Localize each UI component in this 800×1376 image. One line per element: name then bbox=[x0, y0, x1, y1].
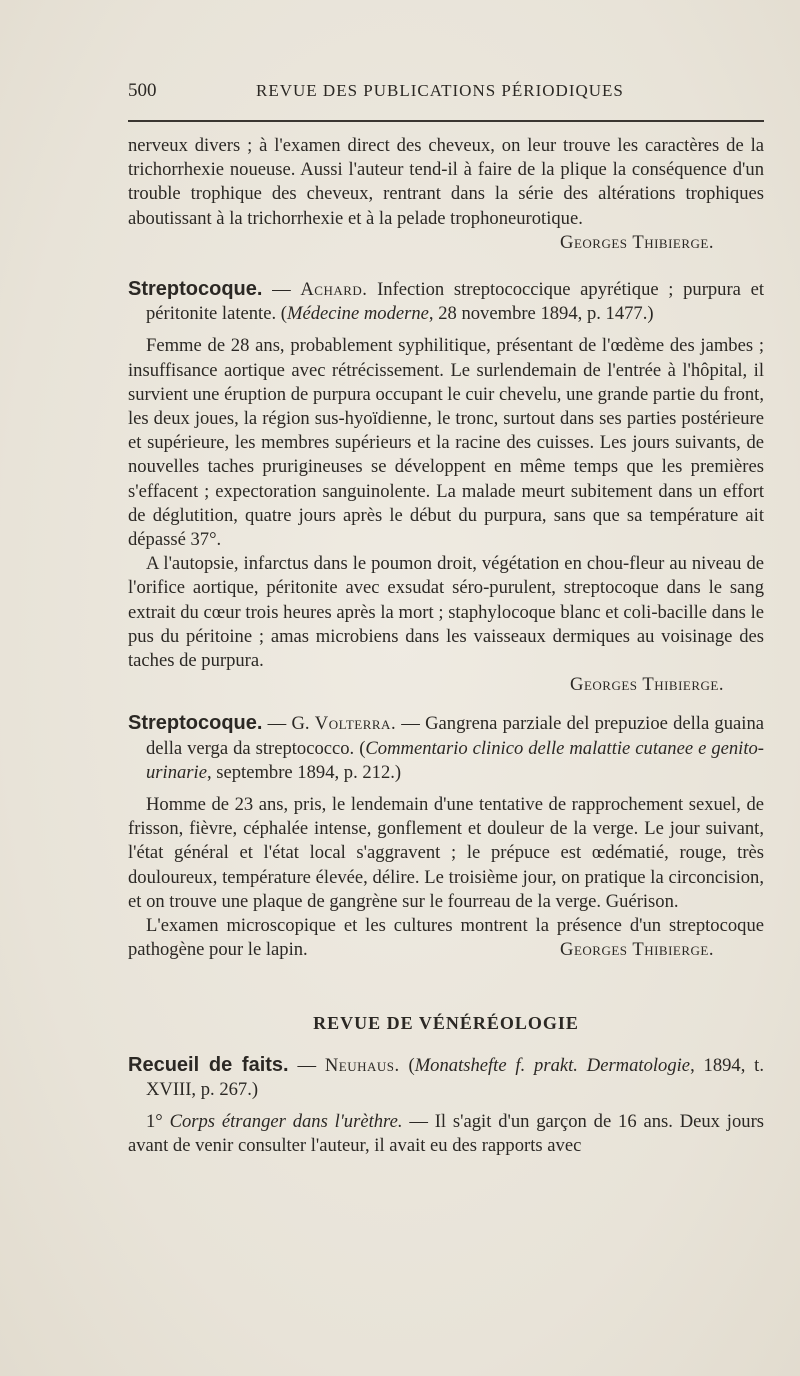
entry-reference: , septembre 1894, p. 212.) bbox=[206, 761, 402, 783]
entry-paragraph: Homme de 23 ans, pris, le lendemain d'une tentative de rapprochement sexuel, de frisson, fièvre, céphalée intense, gonflement et douleur de la verge. Le jour suivant, l'état général et l'état local s'aggravent ; le prépuce est œdématié, rouge, très douloureux, température élevée, délire. Le troisième jour, on pratique la circoncision, et on trouve une plaque de gangrène sur le fourreau de la verge. Guérison. bbox=[128, 794, 764, 912]
entry-achard bbox=[128, 277, 764, 697]
intro-text: nerveux divers ; à l'examen direct des cheveux, on leur trouve les caractères de la trichorrhexie noueuse. Aussi l'auteur tend-il à faire de la plique la conséquence d'un trouble trophique des cheveux, rentrant dans la série des altérations trophiques aboutissant à la trichorrhexie et à la pelade trophoneurotique. bbox=[128, 135, 764, 229]
entry-paragraph-text: L'examen microscopique et les cultures montrent la présence d'un streptocoque pathogène pour le lapin. bbox=[128, 915, 764, 961]
entry-reference: , 1894, t. XVIII, p. 267.) bbox=[146, 1054, 764, 1100]
entry-volterra bbox=[128, 711, 764, 962]
entry-reference: , 28 novembre 1894, p. 1477.) bbox=[428, 303, 654, 325]
entry-journal: Monatshefte f. prakt. Dermatologie bbox=[414, 1054, 691, 1076]
entry-heading bbox=[128, 1053, 764, 1102]
entry-paragraph: Femme de 28 ans, probablement syphilitique, présentant de l'œdème des jambes ; insuffisance aortique avec rétrécissement. Le surlendemain de l'entrée à l'hôpital, il survient une éruption de purpura occupant le cuir chevelu, une grande partie du front, les deux joues, la région sus-hyoïdienne, le tronc, surtout dans ses parties postérieure et supérieure, les membres supérieurs et la racine des cuisses. Les jours suivants, de nouvelles taches prurigineuses se développent en même temps que les premières s'effacent ; expectoration sanguinolente. La malade meurt subitement dans un effort de déglutition, quatre jours après le début du purpura, sans que sa température ait dépassé 37°. bbox=[128, 335, 764, 551]
page-header bbox=[128, 79, 764, 103]
entry-dash: — G. bbox=[262, 713, 315, 735]
entry-headword: Streptocoque. bbox=[128, 278, 263, 301]
page-number: 500 bbox=[128, 80, 157, 101]
entry-paragraph: A l'autopsie, infarctus dans le poumon droit, végétation en chou-fleur au niveau de l'orifice aortique, péritonite avec exsudat séro-purulent, streptocoque dans le sang extrait du cœur trois heures après la mort ; staphylocoque blanc et coli-bacille dans le pus du péritoine ; amas microbiens dans les vaisseaux dermiques au voisinage des taches de purpura. bbox=[128, 553, 764, 672]
entry-journal: Commentario clinico delle malattie cutanee e genito-urinarie bbox=[146, 737, 764, 783]
item-text: — Il s'agit d'un garçon de 16 ans. Deux jours avant de venir consulter l'auteur, il avait eu des rapports avec bbox=[128, 1111, 764, 1157]
header-rule bbox=[128, 120, 764, 122]
entry-heading bbox=[128, 277, 764, 326]
item-title: Corps étranger dans l'urèthre. bbox=[169, 1111, 403, 1133]
entry-title: ( bbox=[399, 1054, 415, 1076]
entry-headword: Streptocoque. bbox=[128, 712, 263, 735]
entry-journal: Médecine moderne bbox=[286, 303, 429, 325]
entry-signature: Georges Thibierge. bbox=[560, 939, 714, 961]
intro-paragraph bbox=[128, 134, 764, 253]
intro-signature: Georges Thibierge. bbox=[560, 231, 714, 253]
entry-paragraph bbox=[128, 1110, 764, 1158]
entry-author: Volterra. bbox=[314, 713, 397, 735]
entry-headword: Recueil de faits. bbox=[128, 1053, 289, 1076]
entry-title: — Gangrena parziale del prepuzioe della guaina della verga da streptococco. ( bbox=[146, 713, 764, 759]
entry-title: Infection streptococcique apyrétique ; purpura et péritonite latente. ( bbox=[146, 279, 764, 325]
section-heading: REVUE DE VÉNÉRÉOLOGIE bbox=[313, 1012, 579, 1033]
entry-signature: Georges Thibierge. bbox=[570, 674, 724, 696]
entry-neuhaus bbox=[128, 1053, 764, 1159]
entry-paragraph bbox=[128, 914, 764, 962]
entry-dash: — bbox=[262, 279, 301, 301]
entry-heading bbox=[128, 711, 764, 785]
entry-dash: — bbox=[288, 1054, 325, 1076]
entry-author: Neuhaus. bbox=[324, 1054, 400, 1076]
entry-author: Achard. bbox=[300, 279, 368, 301]
running-title: REVUE DES PUBLICATIONS PÉRIODIQUES bbox=[256, 81, 624, 100]
article-body bbox=[128, 134, 764, 1159]
item-number: 1° bbox=[146, 1111, 170, 1133]
